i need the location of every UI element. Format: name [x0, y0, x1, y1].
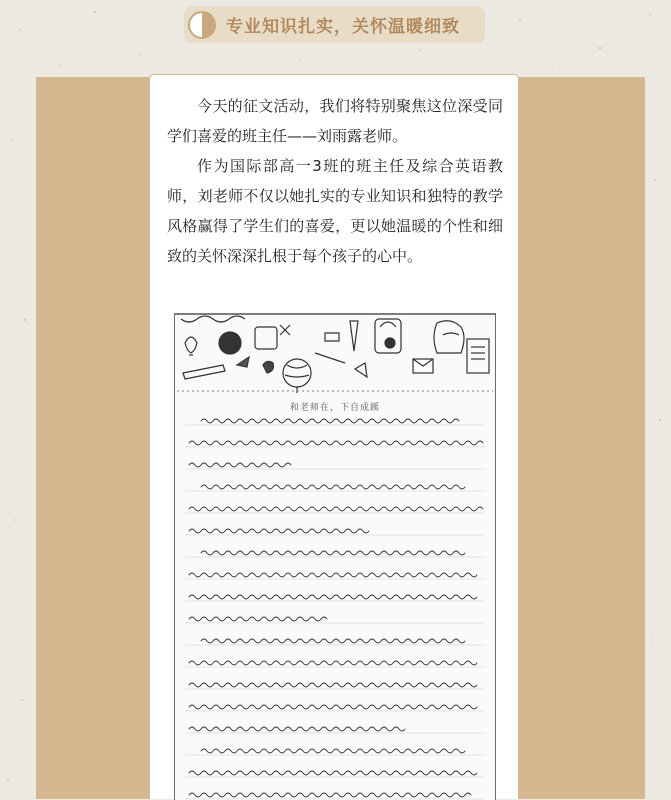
school-doodles-illustration: [175, 313, 495, 393]
essay-scan-image: [174, 313, 496, 800]
handwritten-essay-lines: [175, 413, 495, 800]
article-card: [149, 74, 519, 799]
essay-title: 和老师在，下自成蹊: [289, 403, 380, 413]
half-circle-icon: [188, 11, 216, 39]
paragraph-profile: 作为国际部高一3班的班主任及综合英语教师，刘老师不仅以她扎实的专业知识和独特的教学风格赢得了学生们的喜爱，更以她温暖的个性和细致的关怀深深扎根于每个孩子的心中。: [167, 157, 503, 265]
section-header: [184, 6, 485, 43]
article-text: [167, 91, 503, 271]
paragraph-intro: 今天的征文活动，我们将特别聚焦这位深受同学们喜爱的班主任——刘雨露老师。: [167, 97, 503, 145]
section-title: 专业知识扎实，关怀温暖细致: [226, 17, 460, 37]
